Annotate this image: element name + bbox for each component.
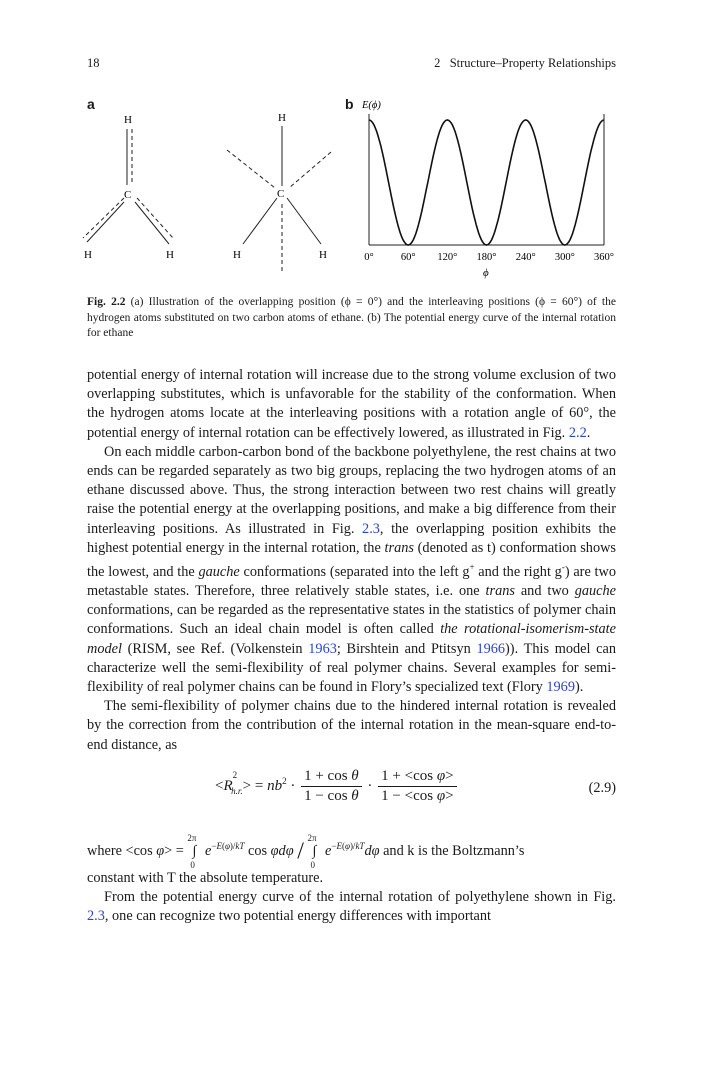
atom-h-top-b: H [278, 112, 286, 124]
panel-b-letter: b [345, 96, 354, 112]
term-rism: the rotational-isomerism-state model [87, 621, 616, 657]
atom-h-left-b: H [233, 249, 241, 261]
atom-h-right-b: H [319, 249, 327, 261]
equation-2-9 [87, 763, 616, 819]
equation-2-9-math: $<R^2_{h.r.}> = nb^2$ · $\frac{\text{1 + cos θ}}{\text{1 − cos θ}}$ · $\frac{\text{1 + <cos φ>}}{\text{1 − <cos φ>}}$ [215, 767, 459, 806]
p1-text: potential energy of internal rotation will increase due to the strong volume exclusion of two overlapping substitutes, which is unfavorable for the stability of the conformation. When the hydrogen atoms locate at the interleaving positions with a rotation angle of 60°, the potential energy of internal rotation can be effectively lowered, as illustrated in Fig. [87, 367, 616, 441]
equation-number: (2.9) [588, 779, 616, 796]
x-tick-label: 300° [554, 252, 575, 263]
p2-text-c: (denoted as t) conformation shows the lowest, and the [87, 539, 616, 580]
paragraph-5 [87, 888, 616, 926]
term-gauche-2: gauche [574, 583, 617, 599]
p1-end: . [586, 424, 591, 441]
integral-2: ∫ 2π 0 [307, 832, 317, 870]
figure-caption [87, 295, 616, 342]
paragraph-2 [87, 443, 616, 697]
plot-x-ticks [364, 252, 614, 263]
panel-a-letter: a [87, 96, 95, 112]
figure-2-2 [84, 92, 616, 284]
atom-c-b: C [277, 188, 285, 200]
p2-text-a: On each middle carbon-carbon bond of the backbone polyethylene, the rest chains at two ends can be regarded separately as two big groups, replacing the two hydrogen atoms of an ethane discussed above. Thus, the strong interaction between two rest chains will greatly raise the potential energy at the overlapping positions, and make a big difference from their interleaving positions. As illustrated in Fig. [87, 443, 616, 537]
figure-svg [84, 92, 616, 284]
where-line: where <cos φ> = ∫ 2π 0 $e^{-E(\varphi)/kT}$ cos φdφ / ∫ 2π 0 $e^{-E(\varphi)/kT}d\varphi$ and k is the Boltzmann’s [87, 832, 525, 870]
p2-text-i: (RISM, see Ref. (Volkenstein [121, 640, 309, 657]
p2-text-h: conformations, can be regarded as the representative states in the statistics of polymer chain conformations. Such an ideal chain model is often called [87, 602, 616, 638]
p2-text-b: , the overlapping position exhibits the highest potential energy in the internal rotation, the [87, 520, 616, 556]
caption-text: (a) Illustration of the overlapping position (ϕ = 0°) and the interleaving positions (ϕ = 60°) of the hydrogen atoms substituted on two carbon atoms of ethane. (b) The potential energy curve of the internal rotation for ethane [87, 296, 616, 339]
x-tick-label: 60° [400, 252, 416, 263]
p2-text-g: and two [514, 583, 575, 599]
atom-c-a: C [124, 189, 132, 201]
plot-xlabel: ϕ [483, 267, 489, 279]
body-text [87, 366, 616, 926]
where-tail: and k is the Boltzmann’s [383, 842, 525, 859]
where-clause [87, 823, 616, 869]
energy-curve [369, 114, 604, 245]
p2-text-k: )). This model can characterize well the semi-flexibility of real polymer chains. Several examples for semi-flexibility of real polymer chains can be found in Flory’s specialized text (Flory [87, 640, 616, 696]
sup-plus: + [469, 562, 475, 573]
p2-text-d: conformations (separated into the left g [239, 563, 470, 580]
x-tick-label: 180° [476, 252, 497, 263]
term-gauche: gauche [198, 563, 240, 580]
atom-h-top-a: H [124, 114, 132, 126]
p5-text-a: From the potential energy curve of the internal rotation of polyethylene shown in Fig. [104, 889, 616, 906]
x-tick-label: 120° [437, 252, 458, 263]
x-tick-label: 360° [594, 252, 614, 263]
ref-fig-2-3-b[interactable]: 2.3 [87, 908, 105, 925]
sup-minus: - [561, 562, 565, 573]
atom-h-right-a: H [166, 249, 174, 261]
p2-text-f: ) are two metastable states. Therefore, three relatively stable states, i.e. one [87, 563, 616, 599]
where-word: where [87, 842, 122, 859]
ref-fig-2-3[interactable]: 2.3 [362, 520, 380, 537]
paragraph-3: The semi-flexibility of polymer chains due to the hindered internal rotation is revealed by the correction from the contribution of the internal rotation in the mean-square end-to-end distance, as [87, 698, 616, 753]
ref-flory-1969[interactable]: 1969 [546, 679, 575, 696]
plot-ylabel: E(ϕ) [362, 100, 381, 111]
caption-label: Fig. 2.2 [87, 296, 126, 308]
running-title: 2 Structure–Property Relationships [434, 56, 616, 70]
paragraph-4: constant with T the absolute temperature. [87, 869, 324, 886]
p2-text-e: and the right g [474, 563, 562, 580]
page-number: 18 [87, 56, 100, 70]
atom-h-left-a: H [84, 249, 92, 261]
paragraph-1 [87, 366, 616, 443]
ref-fig-2-2[interactable]: 2.2 [568, 424, 587, 441]
term-trans: trans [384, 539, 414, 556]
ethane-eclipsed-diagram [83, 129, 173, 244]
ref-volkenstein-1963[interactable]: 1963 [308, 640, 337, 657]
x-tick-label: 0° [364, 252, 374, 263]
term-trans-2: trans [485, 583, 515, 599]
x-tick-label: 240° [515, 252, 536, 263]
p2-text-l: ). [574, 679, 584, 696]
ref-birshtein-1966[interactable]: 1966 [476, 640, 506, 657]
p2-text-j: ; Birshtein and Ptitsyn [336, 640, 477, 657]
integral-1: ∫ 2π 0 [187, 832, 197, 870]
p5-text-b: , one can recognize two potential energy differences with important [104, 908, 492, 925]
energy-curve-line [369, 120, 604, 245]
